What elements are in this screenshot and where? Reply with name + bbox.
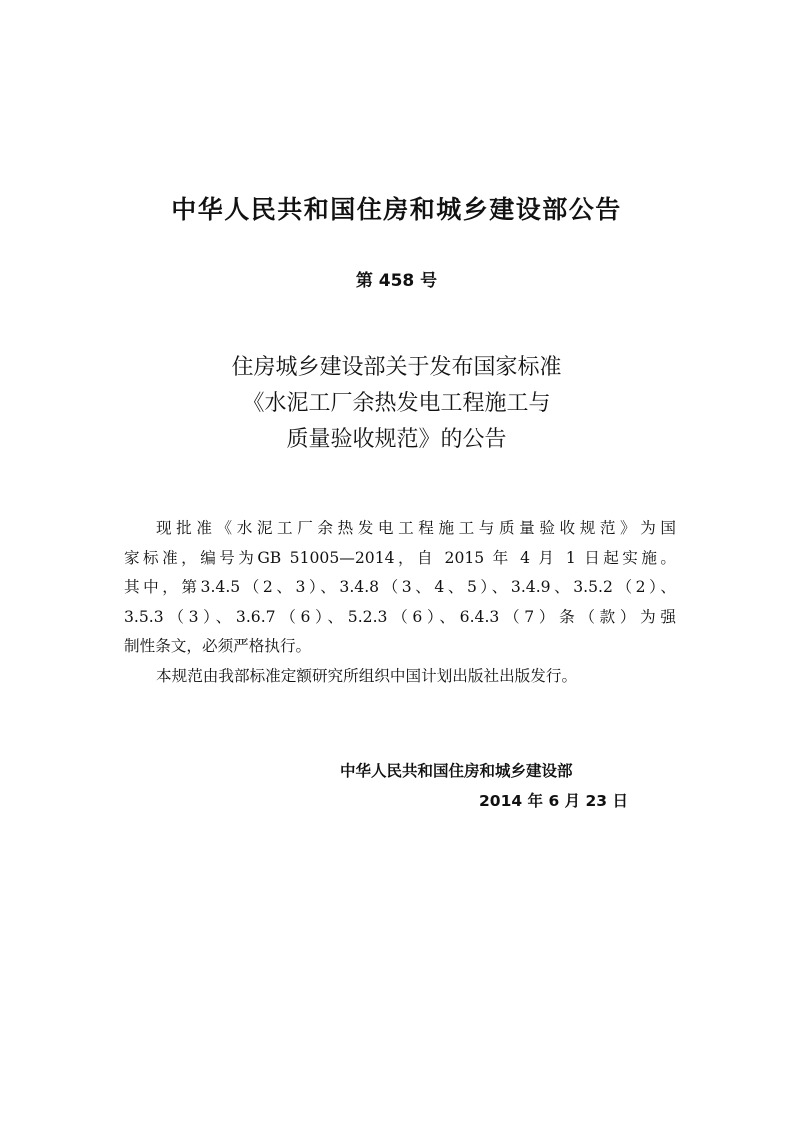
body-line: 其中，第3.4.5（2、3）、3.4.8（3、4、5）、3.4.9、3.5.2（2）、 xyxy=(124,578,676,596)
signature-organization: 中华人民共和国住房和城乡建设部 xyxy=(340,762,573,780)
announcement-issuer-title: 中华人民共和国住房和城乡建设部公告 xyxy=(171,195,622,224)
subject-line: 质量验收规范》的公告 xyxy=(286,427,507,452)
subject-line: 住房城乡建设部关于发布国家标准 xyxy=(231,355,562,380)
body-line: 本规范由我部标准定额研究所组织中国计划出版社出版发行。 xyxy=(156,666,578,685)
body-line: 制性条文，必须严格执行。 xyxy=(124,637,312,655)
announcement-number: 第 458 号 xyxy=(355,271,438,291)
announcement-subject xyxy=(0,350,793,458)
body-line: 3.5.3（3）、3.6.7（6）、5.2.3（6）、6.4.3（7）条（款）为强 xyxy=(124,607,676,626)
body-line: 现批准《水泥工厂余热发电工程施工与质量验收规范》为国 xyxy=(156,519,676,537)
signature-block xyxy=(340,756,640,816)
announcement-body xyxy=(124,514,676,691)
signature-date: 2014 年 6 月 23 日 xyxy=(479,792,628,810)
subject-line: 《水泥工厂余热发电工程施工与 xyxy=(242,391,551,416)
body-line: 家标准，编号为GB 51005—2014，自 2015 年 4 月 1 日起实施。 xyxy=(124,548,676,567)
